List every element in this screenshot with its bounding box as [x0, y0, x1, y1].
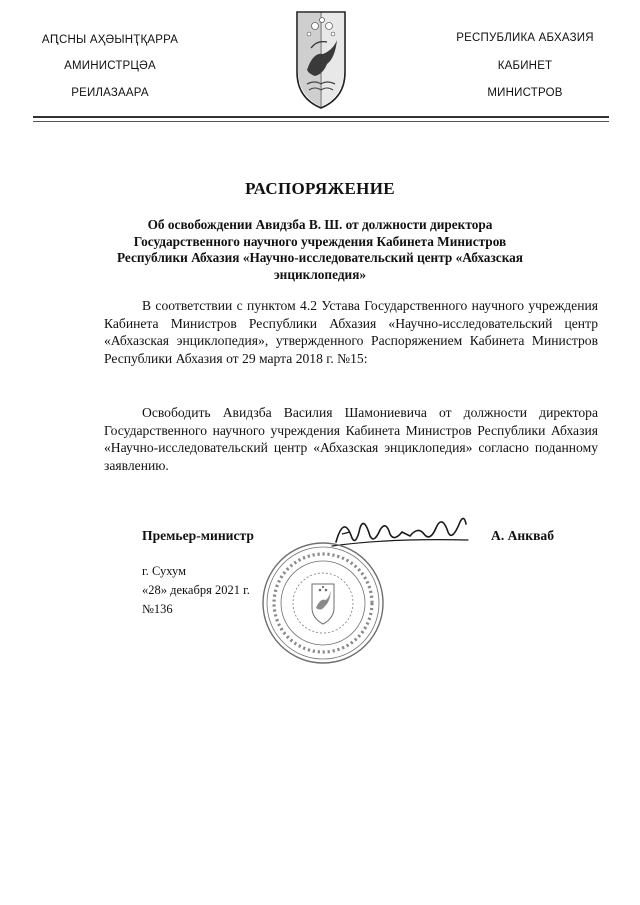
document-title: РАСПОРЯЖЕНИЕ	[245, 179, 395, 198]
coat-of-arms-icon	[293, 10, 349, 110]
document-number: №136	[142, 602, 173, 616]
signatory-role: Премьер-министр	[142, 528, 254, 543]
issue-place: г. Сухум	[142, 564, 187, 578]
signatory-name: А. Анкваб	[491, 528, 555, 543]
header-divider-thick	[33, 116, 609, 118]
header-left-line-2: АМИНИСТРЦӘА	[64, 60, 156, 72]
body-paragraph-2: Освободить Авидзба Василия Шамониевича от должности директора Государственного научного учреждения Кабинета Министров Республики Абхазия «Научно-исследовательский центр «Абхазская энциклопедия» согласно поданному заявлению.	[104, 405, 598, 473]
header-left-line-3: РЕИЛАЗААРА	[71, 87, 149, 99]
header-right-line-1: РЕСПУБЛИКА АБХАЗИЯ	[456, 32, 594, 44]
official-seal-icon	[260, 540, 386, 666]
header-right-line-3: МИНИСТРОВ	[487, 87, 563, 99]
body-paragraph-1: В соответствии с пунктом 4.2 Устава Государственного научного учреждения Кабинета Министров Республики Абхазия «Научно-исследовательский центр «Абхазская энциклопедия», утвержденного Распоряжением Кабинета Министров Республики Абхазия от 29 марта 2018 г. №15:	[104, 298, 598, 366]
header-divider-thin	[33, 121, 609, 122]
header-left-line-1: АԤСНЫ АҲӘЫНҬҚАРРА	[41, 34, 179, 46]
issue-date: «28» декабря 2021 г.	[142, 583, 250, 597]
header-right-line-2: КАБИНЕТ	[497, 60, 553, 72]
document-subject: Об освобождении Авидзба В. Ш. от должности директора Государственного научного учреждения Кабинета Министров Республики Абхазия «Научно-исследовательский центр «Абхазская энциклопедия»	[116, 217, 524, 282]
